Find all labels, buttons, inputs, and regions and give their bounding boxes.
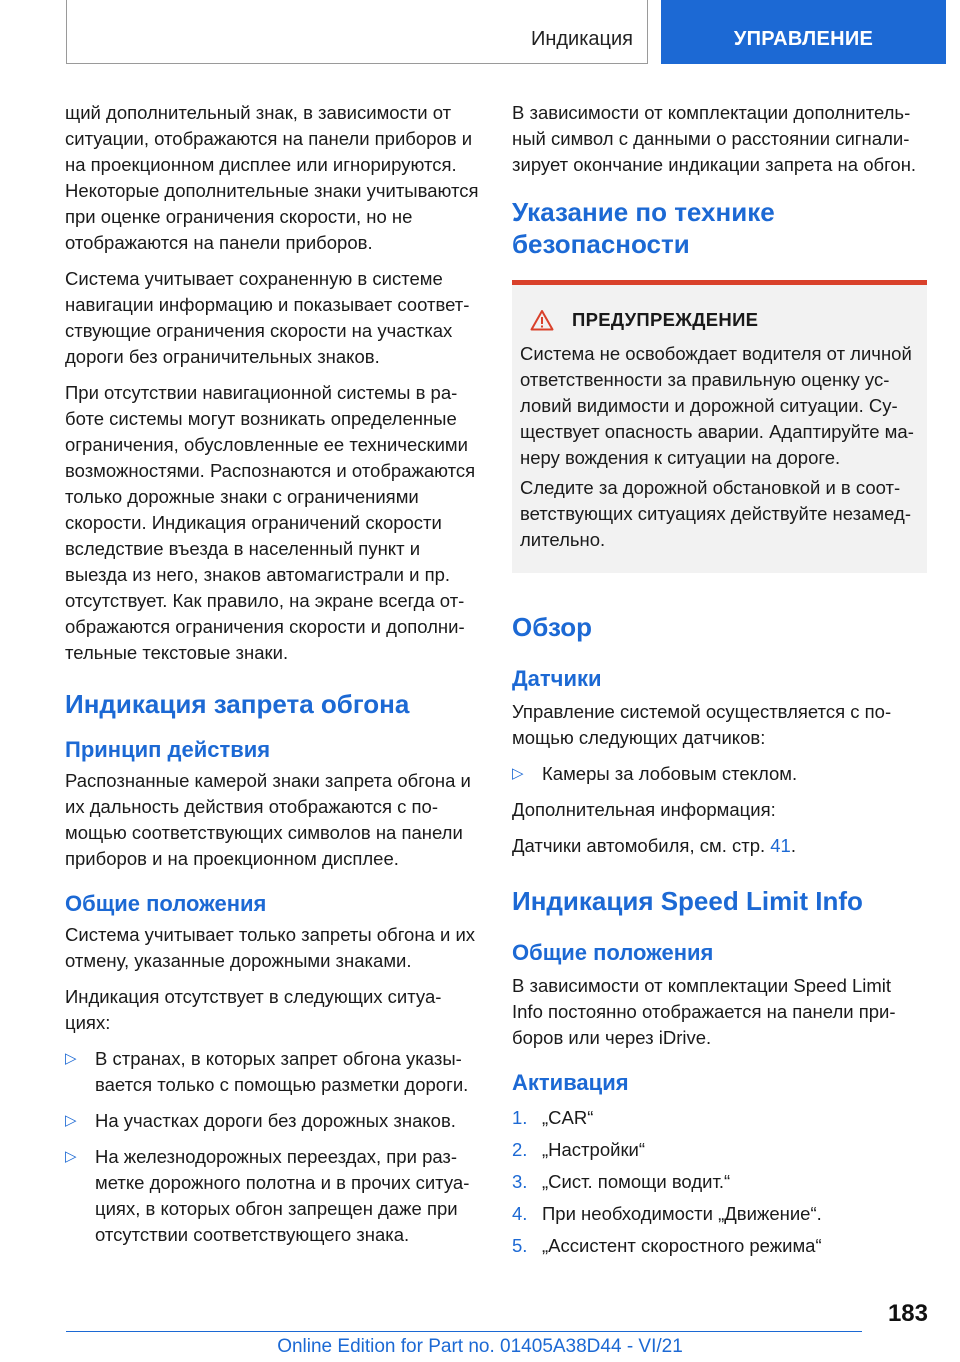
warning-header <box>520 307 919 333</box>
heading-sensors: Датчики <box>512 666 602 691</box>
warning-triangle-icon <box>530 309 554 331</box>
heading-speed-limit-info: Индикация Speed Limit Info <box>512 886 863 916</box>
paragraph: В зависимости от комплектации дополнительный символ с данными о расстоянии сигнализирует окончание индикации запрета на обгон. <box>512 102 917 175</box>
warning-text: Следите за дорожной обстановкой и в соответствующих ситуациях действуйте незамедлительно. <box>520 477 911 550</box>
paragraph: При отсутствии навигационной системы в работе системы могут возникать определенные ограничения, обусловленные ее техническими возможностями. Распознаются и отображаются только дорожные знаки с ограничениями скорости. Индикация ограничений скорости вследствие въезда в населенный пункт и выезда из него, знаков автомагистрали и пр. отсутствует. Как правило, на экране всегда отображаются ограничения скорости и дополнительные текстовые знаки. <box>65 382 476 663</box>
header-tab-label: Индикация <box>530 28 633 50</box>
list-item <box>65 1144 480 1248</box>
warning-title: ПРЕДУПРЕЖДЕНИЕ <box>572 309 759 330</box>
step-number: 2. <box>512 1139 528 1160</box>
paragraph: Управление системой осуществляется с помощью следующих датчиков: <box>512 701 892 748</box>
step-item <box>512 1201 927 1227</box>
step-number: 3. <box>512 1171 528 1192</box>
left-column <box>65 100 480 1258</box>
step-item <box>512 1105 927 1131</box>
edition-footer: Online Edition for Part no. 01405A38D44 - VI/21 <box>277 1336 683 1357</box>
bullet-list <box>65 1046 480 1248</box>
activation-steps <box>512 1105 927 1259</box>
reference-text: Датчики автомобиля, см. стр. <box>512 835 771 856</box>
paragraph: Система учитывает сохраненную в системе навигации информацию и показывает соответствующие ограничения скорости на участках дороги без ограничительных знаков. <box>65 268 470 367</box>
reference-end: . <box>790 835 796 856</box>
step-item <box>512 1169 927 1195</box>
list-item <box>512 761 927 787</box>
paragraph-reference <box>512 833 927 859</box>
bullet-list <box>512 761 927 787</box>
right-column <box>512 100 927 1265</box>
step-text: При необходимости „Движение“. <box>542 1203 822 1224</box>
heading-general: Общие положения <box>65 891 267 916</box>
paragraph: Индикация отсутствует в следующих ситуациях: <box>65 986 442 1033</box>
step-text: „CAR“ <box>542 1107 594 1128</box>
step-text: „Ассистент скоростного режима“ <box>542 1235 822 1256</box>
step-item <box>512 1233 927 1259</box>
step-text: „Настройки“ <box>542 1139 646 1160</box>
heading-activation: Активация <box>512 1070 629 1095</box>
page-reference-link[interactable]: 41 <box>770 835 791 856</box>
paragraph: Система учитывает только запреты обгона и их отмену, указанные дорожными знаками. <box>65 924 476 971</box>
list-item-text: На участках дороги без дорожных знаков. <box>95 1110 456 1131</box>
footer-divider <box>66 1331 862 1332</box>
warning-text: Система не освобождает водителя от личной ответственности за правильную оценку условий видимости и дорожной ситуации. Существует опасность аварии. Адаптируйте манеру вождения к ситуации на дороге. <box>520 343 914 468</box>
paragraph: В зависимости от комплектации Speed Limit Info постоянно отображается на панели приборов или через iDrive. <box>512 975 896 1048</box>
header-section-label: УПРАВЛЕНИЕ <box>733 28 874 50</box>
list-item <box>65 1046 480 1098</box>
paragraph: щий дополнительный знак, в зависимости от ситуации, отображаются на панели приборов и на проекционном дисплее или игнорируются. Некоторые дополнительные знаки учитываются при оценке ограничения скорости, но не отображаются на панели приборов. <box>65 102 479 253</box>
step-item <box>512 1137 927 1163</box>
triangle-bullet-icon: ▷ <box>65 1050 77 1067</box>
header-tab <box>66 0 648 64</box>
step-number: 5. <box>512 1235 528 1256</box>
heading-overtake-indication: Индикация запрета обгона <box>65 689 410 719</box>
heading-principle: Принцип действия <box>65 737 271 762</box>
heading-safety: Указание по технике безопасности <box>512 197 775 259</box>
step-text: „Сист. помощи водит.“ <box>542 1171 731 1192</box>
triangle-bullet-icon: ▷ <box>512 765 524 782</box>
list-item-text: На железнодорожных переездах, при разметке дорожного полотна и в прочих ситуациях, в которых обгон запрещен даже при отсутствии соответствующего знака. <box>95 1146 470 1245</box>
step-number: 1. <box>512 1107 528 1128</box>
paragraph: Распознанные камерой знаки запрета обгона и их дальность действия отображаются с помощью соответствующих символов на панели приборов и на проекционном дисплее. <box>65 770 471 869</box>
triangle-bullet-icon: ▷ <box>65 1148 77 1165</box>
heading-general-2: Общие положения <box>512 940 714 965</box>
triangle-bullet-icon: ▷ <box>65 1112 77 1129</box>
list-item-text: В странах, в которых запрет обгона указывается только с помощью разметки дороги. <box>95 1048 469 1095</box>
paragraph: Дополнительная информация: <box>512 799 776 820</box>
warning-box <box>512 280 927 573</box>
list-item-text: Камеры за лобовым стеклом. <box>542 763 798 784</box>
header-section-badge <box>661 0 946 64</box>
step-number: 4. <box>512 1203 528 1224</box>
list-item <box>65 1108 480 1134</box>
heading-overview: Обзор <box>512 612 592 642</box>
page-number: 183 <box>887 1300 928 1327</box>
